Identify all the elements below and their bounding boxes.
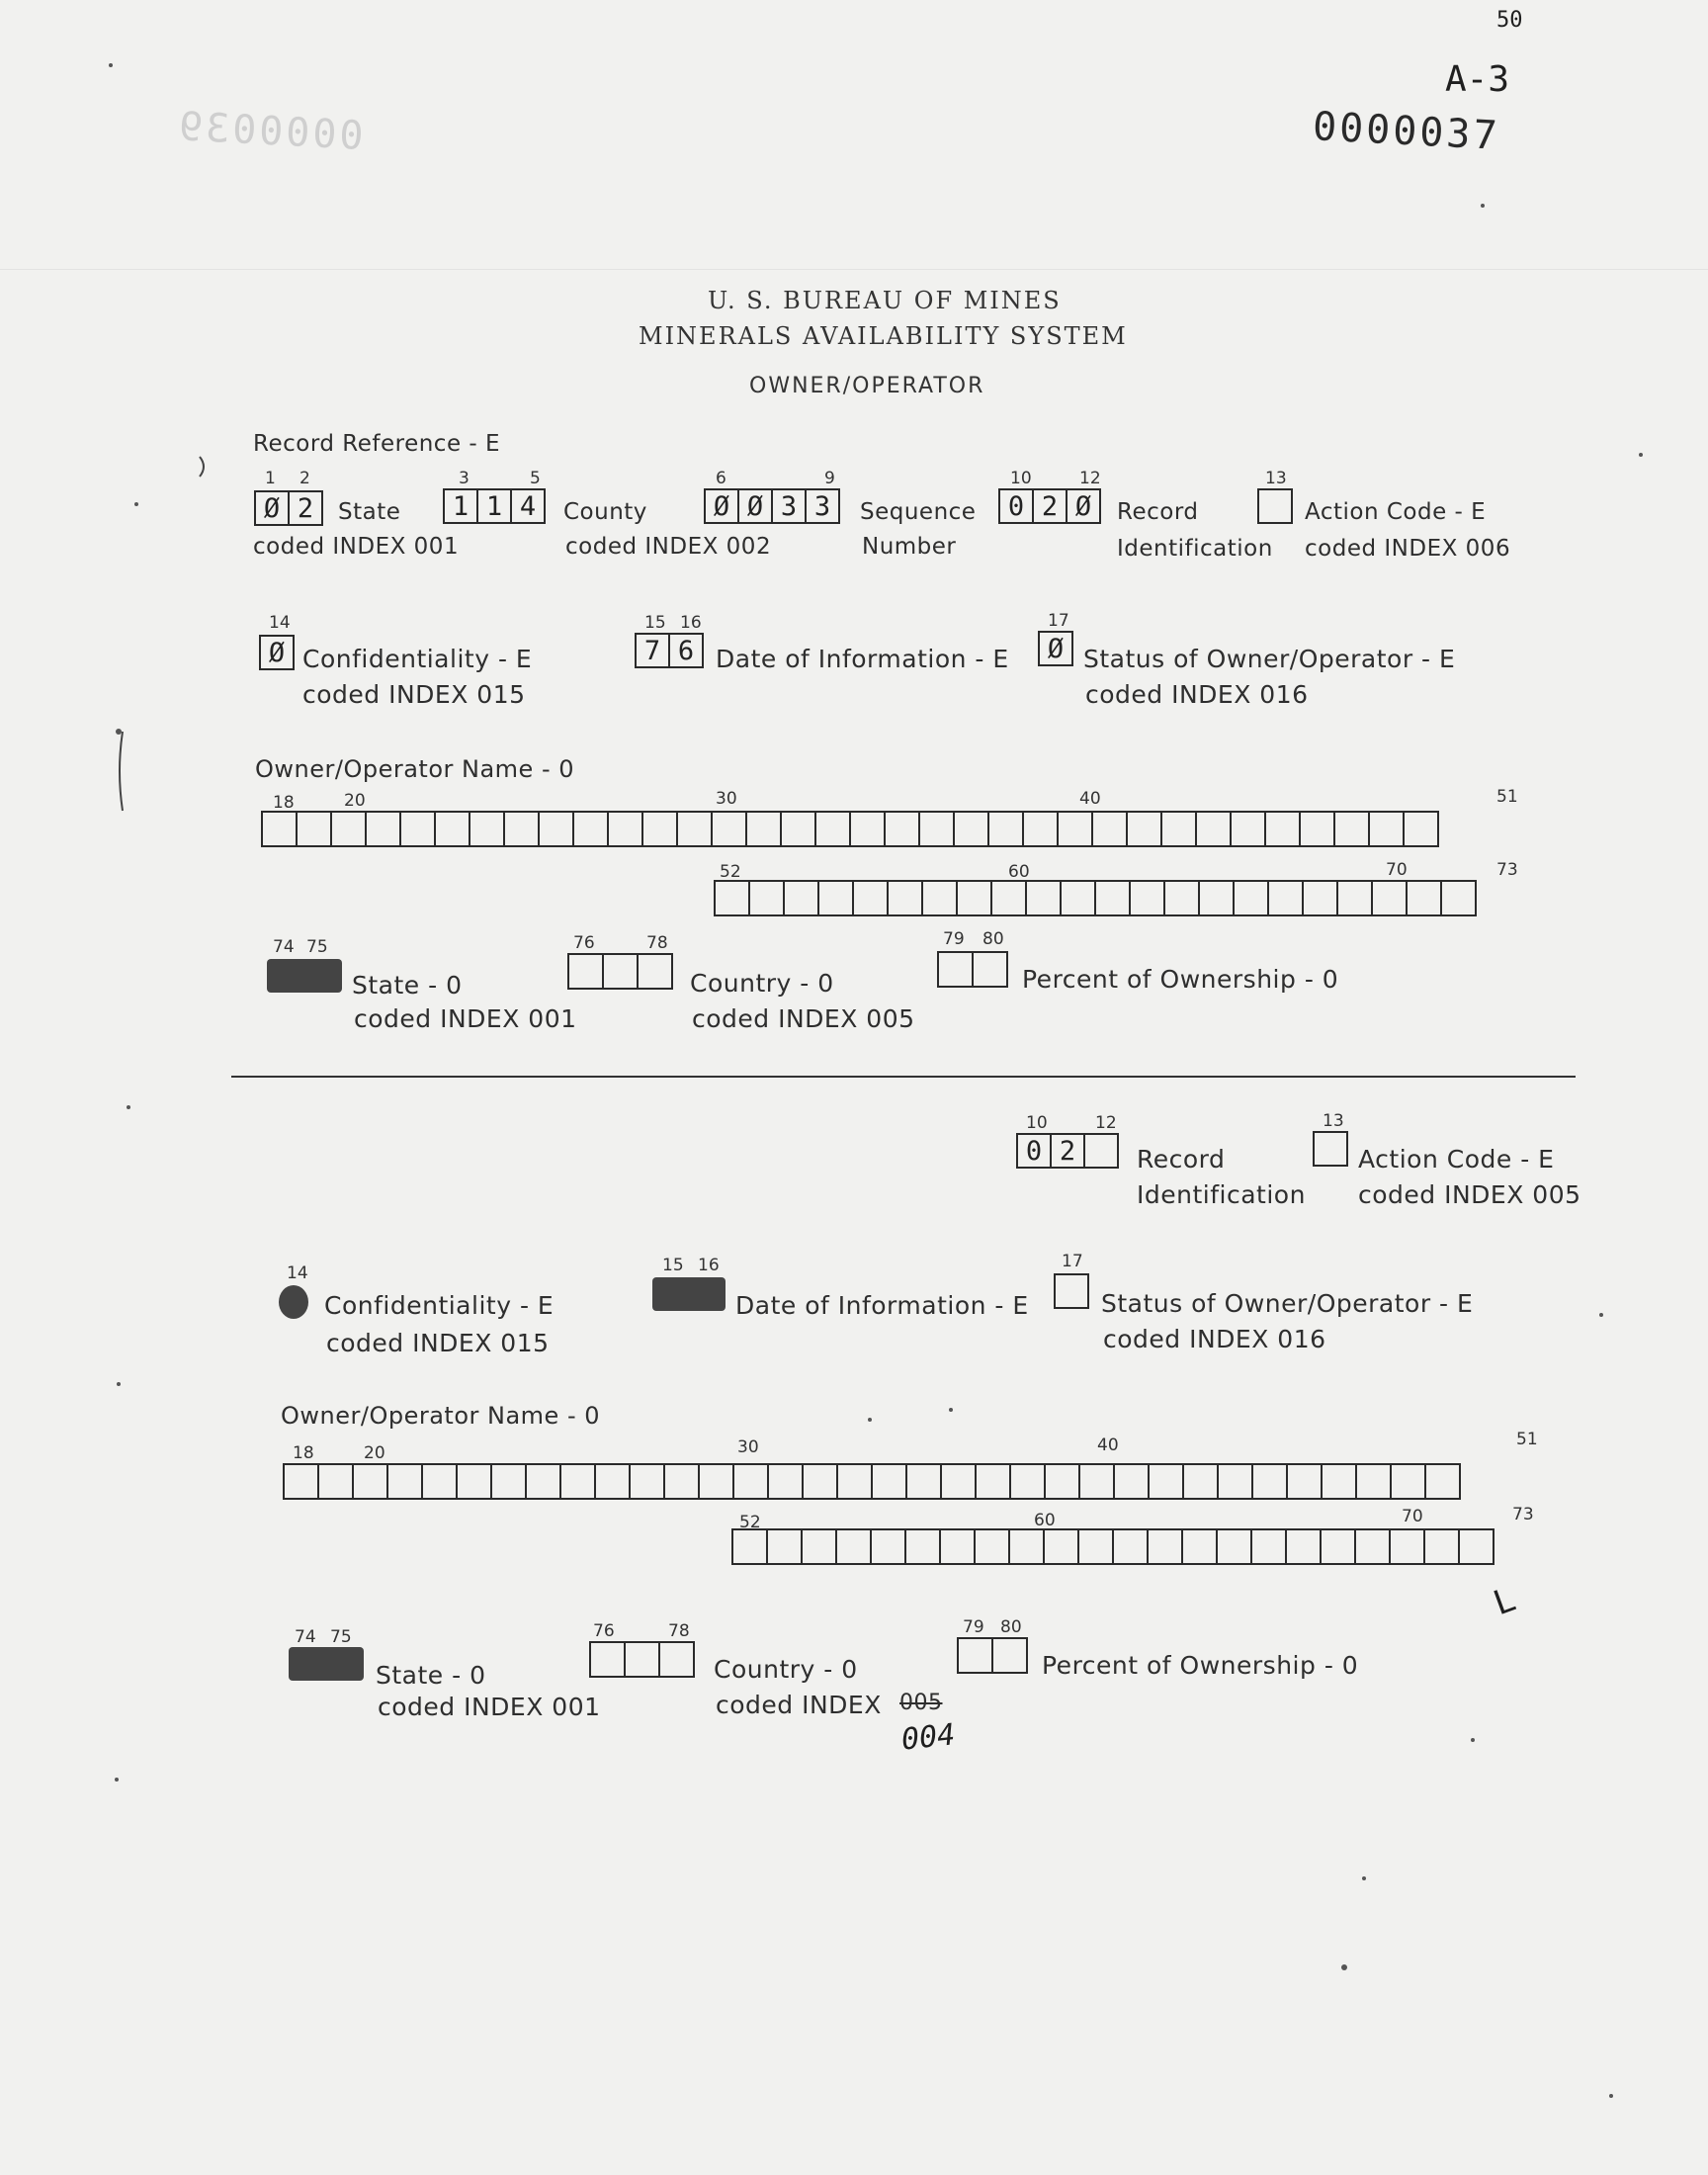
col-num: 14: [269, 613, 291, 633]
s2-record-id-label: Record: [1137, 1145, 1226, 1174]
tick-label: 70: [1402, 1507, 1423, 1526]
tick-label: 51: [1516, 1430, 1538, 1449]
s1-country-label: Country - 0: [690, 969, 834, 998]
s1-date-digit[interactable]: 6: [668, 633, 704, 668]
s2-record-id-digit[interactable]: 2: [1050, 1133, 1085, 1169]
col-num: 5: [530, 469, 541, 488]
tick-label: 40: [1097, 1436, 1119, 1455]
s1-record-id-label: Record: [1117, 499, 1199, 525]
ref-state-sub: coded INDEX 001: [253, 534, 460, 560]
col-num: 10: [1010, 469, 1032, 488]
record-reference-label: Record Reference - E: [253, 431, 501, 457]
s2-status-label: Status of Owner/Operator - E: [1101, 1289, 1474, 1318]
col-num: 6: [716, 469, 726, 488]
ref-sequence-digit[interactable]: Ø: [704, 488, 739, 524]
s1-date-label: Date of Information - E: [716, 645, 1009, 673]
col-num: 17: [1062, 1252, 1083, 1271]
page-number: 50: [1496, 8, 1523, 33]
tick-label: 52: [720, 862, 741, 882]
ref-sequence-digit[interactable]: 3: [771, 488, 807, 524]
s1-status-sub: coded INDEX 016: [1085, 680, 1309, 709]
agency-title: U. S. BUREAU OF MINES: [708, 287, 1062, 314]
form-title: OWNER/OPERATOR: [749, 374, 985, 398]
s2-confidentiality-label: Confidentiality - E: [324, 1291, 555, 1320]
s1-status-label: Status of Owner/Operator - E: [1083, 645, 1456, 673]
col-num: 76: [573, 933, 595, 953]
tick-label: 51: [1496, 787, 1518, 807]
s2-record-id-digit[interactable]: 0: [1016, 1133, 1052, 1169]
tick-label: 30: [716, 789, 737, 809]
s2-percent-label: Percent of Ownership - 0: [1042, 1651, 1359, 1680]
s1-state-label: State - 0: [352, 971, 463, 1000]
margin-mark: L: [1488, 1579, 1521, 1624]
ref-sequence-label: Sequence: [860, 499, 977, 525]
col-num: 75: [330, 1627, 352, 1647]
col-num: 13: [1265, 469, 1287, 488]
s1-country-sub: coded INDEX 005: [692, 1004, 915, 1033]
s2-action-code-sub: coded INDEX 005: [1358, 1180, 1581, 1209]
form-id: A-3: [1445, 59, 1510, 100]
ghost-stamp: 0000039: [174, 104, 365, 159]
ref-state-digit[interactable]: 2: [288, 490, 323, 526]
s2-confidentiality-sub: coded INDEX 015: [326, 1329, 550, 1357]
ref-sequence-digit[interactable]: Ø: [737, 488, 773, 524]
s2-state-label: State - 0: [376, 1661, 486, 1690]
ref-state-digit[interactable]: Ø: [254, 490, 290, 526]
tick-label: 60: [1008, 862, 1030, 882]
s1-confidentiality-sub: coded INDEX 015: [302, 680, 526, 709]
col-num: 12: [1095, 1113, 1117, 1133]
col-num: 12: [1079, 469, 1101, 488]
tick-label: 60: [1034, 1511, 1056, 1530]
s2-name-label: Owner/Operator Name - 0: [281, 1402, 600, 1430]
col-num: 9: [824, 469, 835, 488]
col-num: 79: [963, 1617, 984, 1637]
s1-record-id-digit[interactable]: 0: [998, 488, 1034, 524]
s2-status-sub: coded INDEX 016: [1103, 1325, 1326, 1353]
s1-name-label: Owner/Operator Name - 0: [255, 755, 574, 783]
col-num: 74: [295, 1627, 316, 1647]
col-num: 1: [265, 469, 276, 488]
col-num: 13: [1323, 1111, 1344, 1131]
ref-county-digit[interactable]: 4: [510, 488, 546, 524]
tick-label: 30: [737, 1437, 759, 1457]
tick-label: 70: [1386, 860, 1408, 880]
col-num: 76: [593, 1621, 615, 1641]
col-num: 80: [1000, 1617, 1022, 1637]
tick-label: 18: [293, 1443, 314, 1463]
col-num: 78: [646, 933, 668, 953]
s2-state-sub: coded INDEX 001: [378, 1693, 601, 1721]
ref-county-digit[interactable]: 1: [476, 488, 512, 524]
ref-county-digit[interactable]: 1: [443, 488, 478, 524]
col-num: 15: [644, 613, 666, 633]
s1-confidentiality-label: Confidentiality - E: [302, 645, 533, 673]
tick-label: 52: [739, 1513, 761, 1532]
ref-sequence-digit[interactable]: 3: [805, 488, 840, 524]
s1-percent-label: Percent of Ownership - 0: [1022, 965, 1339, 994]
col-num: 3: [459, 469, 470, 488]
s1-date-digit[interactable]: 7: [635, 633, 670, 668]
ref-state-label: State: [338, 499, 401, 525]
col-num: 75: [306, 937, 328, 957]
col-num: 2: [299, 469, 310, 488]
col-num: 17: [1048, 611, 1069, 631]
s1-confidentiality-box[interactable]: Ø: [259, 635, 295, 670]
s1-record-id-sub: Identification: [1117, 536, 1273, 562]
col-num: 16: [698, 1256, 720, 1275]
s1-action-code-sub: coded INDEX 006: [1305, 536, 1511, 562]
tick-label: 20: [344, 791, 366, 811]
ref-sequence-sub: Number: [862, 534, 957, 560]
col-num: 10: [1026, 1113, 1048, 1133]
tick-label: 40: [1079, 789, 1101, 809]
ref-county-sub: coded INDEX 002: [565, 534, 772, 560]
s2-action-code-label: Action Code - E: [1358, 1145, 1555, 1174]
s1-state-sub: coded INDEX 001: [354, 1004, 577, 1033]
s1-action-code-label: Action Code - E: [1305, 499, 1487, 525]
ref-county-label: County: [563, 499, 647, 525]
col-num: 74: [273, 937, 295, 957]
col-num: 80: [982, 929, 1004, 949]
s2-country-sub: coded INDEX: [716, 1691, 882, 1719]
col-num: 14: [287, 1263, 308, 1283]
col-num: 79: [943, 929, 965, 949]
tick-label: 73: [1496, 860, 1518, 880]
tick-label: 18: [273, 793, 295, 813]
s2-country-struck-code: 005: [899, 1691, 943, 1715]
tick-label: 20: [364, 1443, 385, 1463]
s1-status-box[interactable]: Ø: [1038, 631, 1073, 666]
col-num: 78: [668, 1621, 690, 1641]
s2-date-label: Date of Information - E: [735, 1291, 1029, 1320]
system-title: MINERALS AVAILABILITY SYSTEM: [639, 322, 1128, 350]
s1-record-id-digit[interactable]: Ø: [1066, 488, 1101, 524]
stamp-number: 0000037: [1311, 104, 1501, 159]
s1-record-id-digit[interactable]: 2: [1032, 488, 1068, 524]
tick-label: 73: [1512, 1505, 1534, 1524]
s2-record-id-sub: Identification: [1137, 1180, 1306, 1209]
col-num: 16: [680, 613, 702, 633]
s2-country-handwritten-code: 004: [899, 1717, 957, 1758]
col-num: 15: [662, 1256, 684, 1275]
s2-country-label: Country - 0: [714, 1655, 858, 1684]
